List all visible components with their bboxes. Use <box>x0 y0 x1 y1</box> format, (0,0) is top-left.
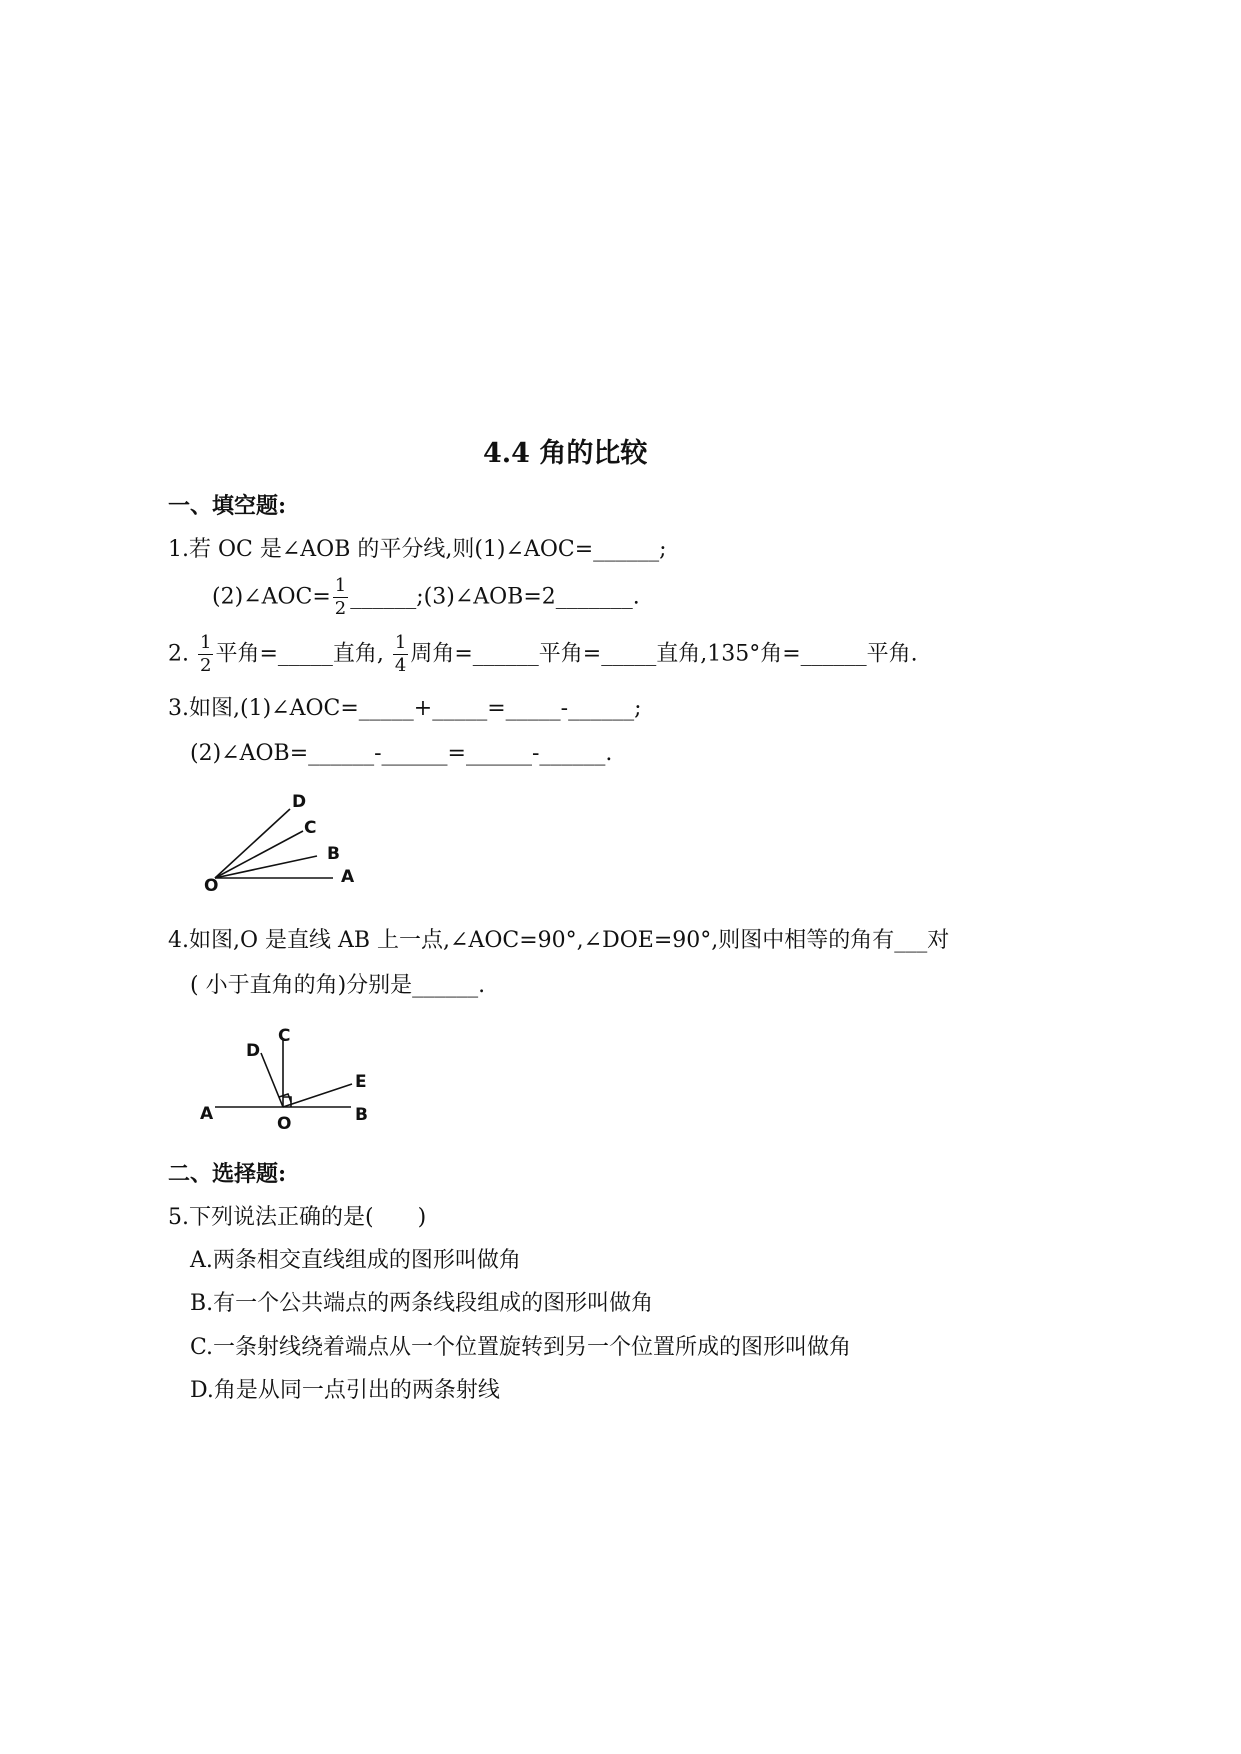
question-1-line-2-text-a: (2)∠AOC= <box>212 584 331 610</box>
ray-oe <box>283 1084 352 1107</box>
question-2-part-2: 周角=______平角=_____直角,135°角=______平角. <box>410 641 918 667</box>
label-d: D <box>246 1041 261 1061</box>
section-heading-multiple-choice: 二、选择题: <box>168 1161 287 1187</box>
figure-2-straight-line-angles <box>195 1018 380 1133</box>
question-2-number: 2. <box>168 641 189 667</box>
label-b: B <box>355 1105 368 1125</box>
question-1-line-1: 1.若 OC 是∠AOB 的平分线,则(1)∠AOC=______; <box>168 537 667 562</box>
label-a: A <box>200 1104 214 1124</box>
fraction-one-quarter: $\frac{1}{4}$ <box>394 632 407 676</box>
option-a: A.两条相交直线组成的图形叫做角 <box>190 1248 521 1273</box>
question-3-line-2: (2)∠AOB=______-______=______-______. <box>190 741 613 766</box>
figure-1-angles <box>195 785 375 900</box>
label-d: D <box>292 792 307 812</box>
question-1-line-2 <box>212 577 640 618</box>
option-b: B.有一个公共端点的两条线段组成的图形叫做角 <box>190 1291 654 1316</box>
option-d: D.角是从同一点引出的两条射线 <box>190 1378 500 1403</box>
label-e: E <box>355 1072 367 1092</box>
label-c: C <box>278 1026 291 1046</box>
section-heading-fill-blank: 一、填空题: <box>168 493 287 519</box>
label-a: A <box>341 867 355 887</box>
label-o: O <box>204 876 219 896</box>
question-4-line-2: ( 小于直角的角)分别是______. <box>190 973 486 998</box>
question-1-line-2-text-b: ______;(3)∠AOB=2_______. <box>350 584 640 610</box>
question-3-line-1: 3.如图,(1)∠AOC=_____+_____=_____-______; <box>168 696 642 721</box>
ray-ob <box>215 856 317 878</box>
fraction-one-half: $\frac{1}{2}$ <box>200 632 212 676</box>
fraction-one-half: $\frac{1}{2}$ <box>334 575 347 619</box>
label-b: B <box>327 844 340 864</box>
ray-od <box>261 1053 283 1107</box>
page-title: 4.4 角的比较 <box>483 438 648 469</box>
question-2-part-1: 平角=_____直角, <box>215 641 384 667</box>
question-4-line-1: 4.如图,O 是直线 AB 上一点,∠AOC=90°,∠DOE=90°,则图中相等的角有___对 <box>168 928 950 953</box>
label-o: O <box>277 1114 292 1133</box>
label-c: C <box>304 818 317 838</box>
option-c: C.一条射线绕着端点从一个位置旋转到另一个位置所成的图形叫做角 <box>190 1335 852 1360</box>
question-2 <box>168 634 918 675</box>
question-5-stem: 5.下列说法正确的是( ) <box>168 1205 427 1230</box>
